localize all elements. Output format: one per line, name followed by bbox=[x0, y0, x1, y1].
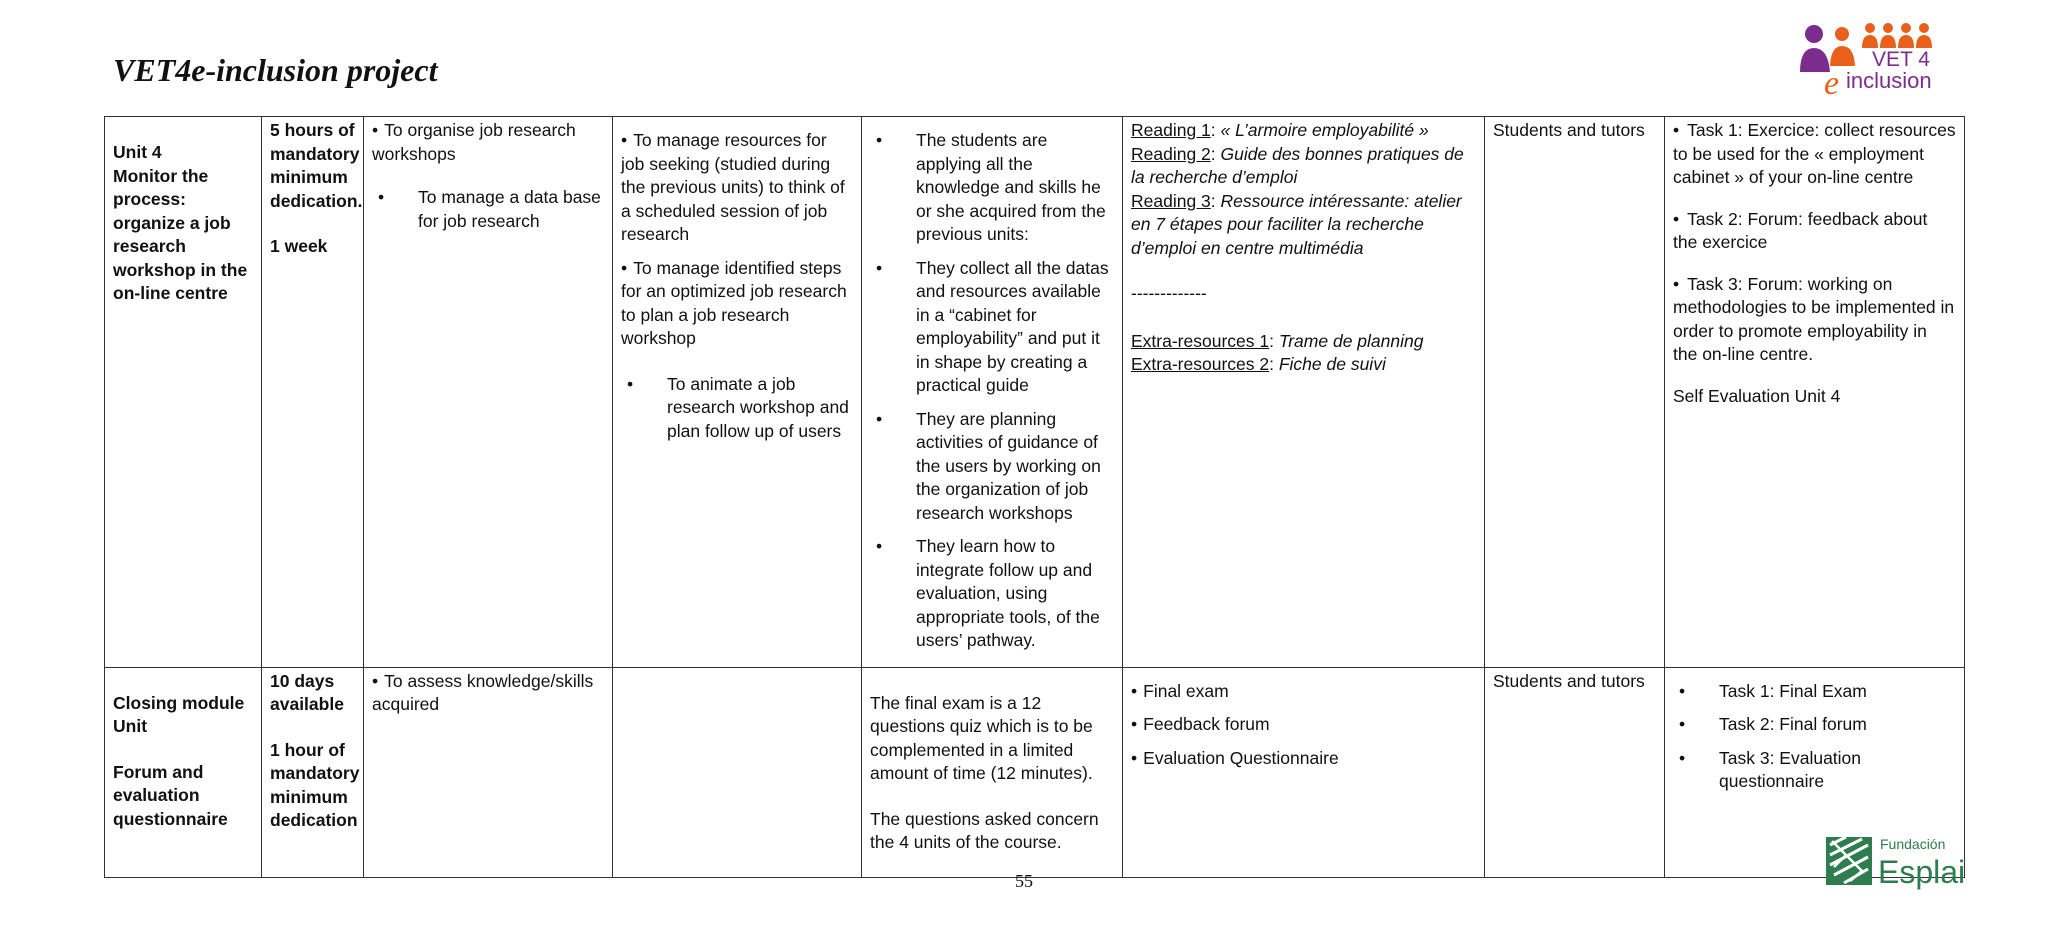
participants-cell: Students and tutors bbox=[1485, 667, 1665, 877]
table-row bbox=[105, 667, 1965, 877]
svg-text:Esplai: Esplai bbox=[1878, 854, 1966, 890]
resources-cell bbox=[1123, 667, 1485, 877]
bullet-icon: • bbox=[1679, 747, 1686, 768]
bullet-icon: • bbox=[876, 257, 883, 278]
contents-cell: The final exam is a 12 questions quiz which is to be complemented in a limited amount of time (12 minutes). The questions asked concern the 4 units of the course. bbox=[862, 667, 1123, 877]
objectives-cell bbox=[364, 117, 613, 668]
extra-resource-2[interactable]: Extra-resources 2: Fiche de suivi bbox=[1131, 354, 1386, 374]
reading-3[interactable]: Reading 3: Ressource intéressante: atelier en 7 étapes pour faciliter la recherche d’emploi en centre multimédia bbox=[1131, 190, 1462, 258]
list-item: • Final exam bbox=[1131, 680, 1229, 701]
extra-resource-1[interactable]: Extra-resources 1: Trame de planning bbox=[1131, 330, 1424, 351]
list-item: • Feedback forum bbox=[1131, 714, 1270, 734]
bullet-icon: • bbox=[1131, 714, 1138, 734]
list-item: • Evaluation Questionnaire bbox=[1131, 747, 1339, 768]
page-number: 55 bbox=[1015, 871, 1033, 891]
svg-text:VET 4: VET 4 bbox=[1872, 48, 1930, 71]
bullet-icon: • bbox=[1673, 120, 1680, 140]
resources-cell bbox=[1123, 117, 1485, 668]
bullet-icon: • bbox=[1673, 273, 1680, 294]
bullet-icon: • bbox=[372, 670, 379, 691]
list-item: • To manage a data base for job research bbox=[378, 187, 601, 231]
list-item: • To organise job research workshops bbox=[372, 120, 576, 164]
bullet-icon: • bbox=[876, 408, 883, 429]
duration-cell: 5 hours of mandatory minimum dedication. 1 week bbox=[262, 117, 364, 668]
vet4-inclusion-logo bbox=[1800, 20, 1950, 100]
list-item: • They collect all the datas and resources available in a “cabinet for employability” and put it in shape by creating a practical guide bbox=[876, 257, 1109, 395]
list-item: • Task 3: Evaluation questionnaire bbox=[1679, 747, 1862, 791]
table-row bbox=[105, 117, 1965, 668]
list-item: • To manage resources for job seeking (studied during the previous units) to think of a scheduled session of job research bbox=[621, 130, 845, 244]
list-item: • Task 1: Exercice: collect resources to be used for the « employment cabinet » of your on-line centre bbox=[1673, 120, 1956, 187]
unit-cell: Closing module Unit Forum and evaluation questionnaire bbox=[105, 667, 262, 877]
reading-1[interactable]: Reading 1: « L’armoire employabilité » bbox=[1131, 120, 1429, 140]
bullet-icon: • bbox=[1679, 714, 1686, 734]
svg-text:Fundación: Fundación bbox=[1880, 836, 1946, 852]
bullet-icon: • bbox=[1679, 680, 1686, 701]
goals-cell bbox=[613, 117, 862, 668]
participants-cell: Students and tutors bbox=[1485, 117, 1665, 668]
unit-cell: Unit 4 Monitor the process: organize a job research workshop in the on-line centre bbox=[105, 117, 262, 668]
tasks-cell bbox=[1665, 117, 1965, 668]
duration-cell: 10 days available 1 hour of mandatory minimum dedication bbox=[262, 667, 364, 877]
self-evaluation: Self Evaluation Unit 4 bbox=[1673, 385, 1841, 406]
bullet-icon: • bbox=[1673, 208, 1680, 229]
list-item: • To animate a job research workshop and plan follow up of users bbox=[627, 373, 849, 441]
bullet-icon: • bbox=[378, 187, 385, 207]
list-item: • Task 2: Forum: feedback about the exercice bbox=[1673, 208, 1928, 252]
bullet-icon: • bbox=[621, 257, 628, 278]
page-title: VET4e-inclusion project bbox=[113, 52, 438, 88]
list-item: • To manage identified steps for an optimized job research to plan a job research workshop bbox=[621, 257, 847, 348]
bullet-icon: • bbox=[1131, 747, 1138, 768]
reading-2[interactable]: Reading 2: Guide des bonnes pratiques de la recherche d’emploi bbox=[1131, 143, 1464, 187]
bullet-icon: • bbox=[372, 120, 379, 140]
bullet-icon: • bbox=[1131, 680, 1138, 701]
objectives-cell bbox=[364, 667, 613, 877]
list-item: • Task 3: Forum: working on methodologies to be implemented in order to promote employability in the on-line centre. bbox=[1673, 273, 1955, 364]
svg-text:inclusion: inclusion bbox=[1846, 68, 1932, 93]
list-item: • They learn how to integrate follow up and evaluation, using appropriate tools, of the users’ pathway. bbox=[876, 536, 1100, 650]
fundacion-esplai-logo bbox=[1826, 835, 1966, 891]
list-item: • They are planning activities of guidance of the users by working on the organization of job research workshops bbox=[876, 408, 1101, 523]
course-plan-table bbox=[104, 116, 1965, 878]
svg-text:e: e bbox=[1824, 65, 1840, 100]
list-item: • Task 2: Final forum bbox=[1673, 713, 1956, 737]
goals-cell bbox=[613, 667, 862, 877]
bullet-icon: • bbox=[876, 130, 883, 150]
separator: ------------- bbox=[1131, 283, 1207, 303]
bullet-icon: • bbox=[621, 130, 628, 150]
list-item: • The students are applying all the knowledge and skills he or she acquired from the previous units: bbox=[876, 130, 1106, 244]
contents-cell bbox=[862, 117, 1123, 668]
bullet-icon: • bbox=[627, 373, 634, 394]
list-item: • Task 1: Final Exam bbox=[1673, 680, 1956, 704]
bullet-icon: • bbox=[876, 536, 883, 556]
list-item: • To assess knowledge/skills acquired bbox=[372, 670, 594, 714]
